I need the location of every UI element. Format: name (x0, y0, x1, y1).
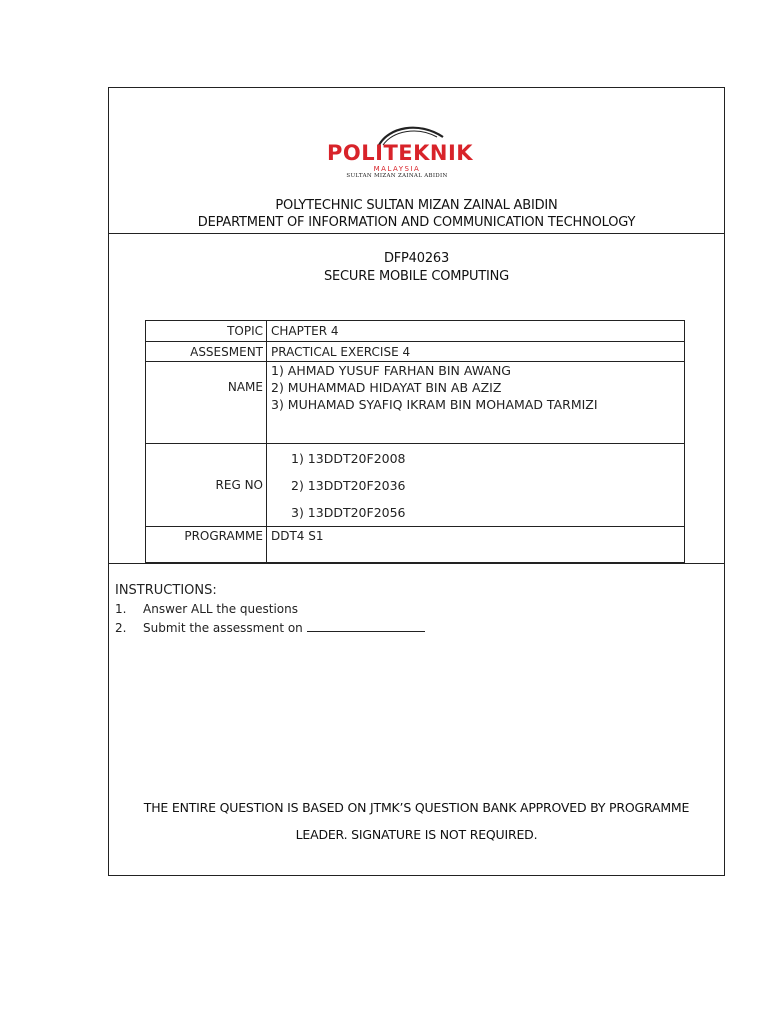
table-row-topic (146, 321, 685, 342)
cover-page-frame (108, 87, 725, 876)
instructions-title: INSTRUCTIONS: (115, 583, 217, 598)
table-row-reg-no (146, 444, 685, 527)
submission-date-blank (307, 619, 425, 632)
instruction-text: Submit the assessment on (143, 621, 303, 635)
name-label: NAME (146, 362, 267, 444)
student-name-list (271, 362, 680, 413)
divider-header (109, 233, 724, 234)
list-item: 3) 13DDT20F2056 (291, 504, 406, 520)
list-item: 2) 13DDT20F2036 (291, 477, 406, 493)
divider-table (109, 563, 724, 564)
instruction-item (115, 600, 425, 619)
politeknik-logo (327, 123, 474, 181)
instruction-text: Answer ALL the questions (143, 602, 299, 616)
course-title: SECURE MOBILE COMPUTING (323, 269, 510, 284)
assessment-label: ASSESMENT (146, 342, 267, 362)
course-code: DFP40263 (383, 251, 450, 266)
reg-no-value (267, 444, 685, 527)
logo-country: MALAYSIA (373, 165, 421, 173)
logo-wordmark: POLITEKNIK (327, 141, 474, 165)
topic-value: CHAPTER 4 (267, 321, 685, 342)
institution-name: POLYTECHNIC SULTAN MIZAN ZAINAL ABIDIN (275, 198, 558, 213)
reg-number-list (271, 445, 680, 526)
student-info-table (145, 320, 685, 563)
list-item: 2) MUHAMMAD HIDAYAT BIN AB AZIZ (271, 380, 502, 395)
programme-label: PROGRAMME (146, 527, 267, 563)
department-name: DEPARTMENT OF INFORMATION AND COMMUNICATION TECHNOLOGY (197, 215, 636, 230)
list-item: 3) MUHAMAD SYAFIQ IKRAM BIN MOHAMAD TARMIZI (271, 397, 598, 412)
instruction-number: 2. (115, 621, 127, 635)
instruction-item (115, 619, 425, 638)
footer-line-1: THE ENTIRE QUESTION IS BASED ON JTMK’S QUESTION BANK APPROVED BY PROGRAMME (143, 800, 690, 815)
reg-no-label: REG NO (146, 444, 267, 527)
footer-line-2: LEADER. SIGNATURE IS NOT REQUIRED. (295, 827, 538, 842)
table-row-assessment (146, 342, 685, 362)
instructions-section (115, 583, 425, 638)
assessment-value: PRACTICAL EXERCISE 4 (267, 342, 685, 362)
name-value (267, 362, 685, 444)
list-item: 1) AHMAD YUSUF FARHAN BIN AWANG (271, 363, 511, 378)
instruction-number: 1. (115, 602, 127, 616)
topic-label: TOPIC (146, 321, 267, 342)
list-item: 1) 13DDT20F2008 (291, 450, 406, 466)
logo-campus: SULTAN MIZAN ZAINAL ABIDIN (346, 173, 448, 179)
programme-value: DDT4 S1 (267, 527, 685, 563)
table-row-name (146, 362, 685, 444)
footer-note (109, 794, 724, 848)
table-row-programme (146, 527, 685, 563)
